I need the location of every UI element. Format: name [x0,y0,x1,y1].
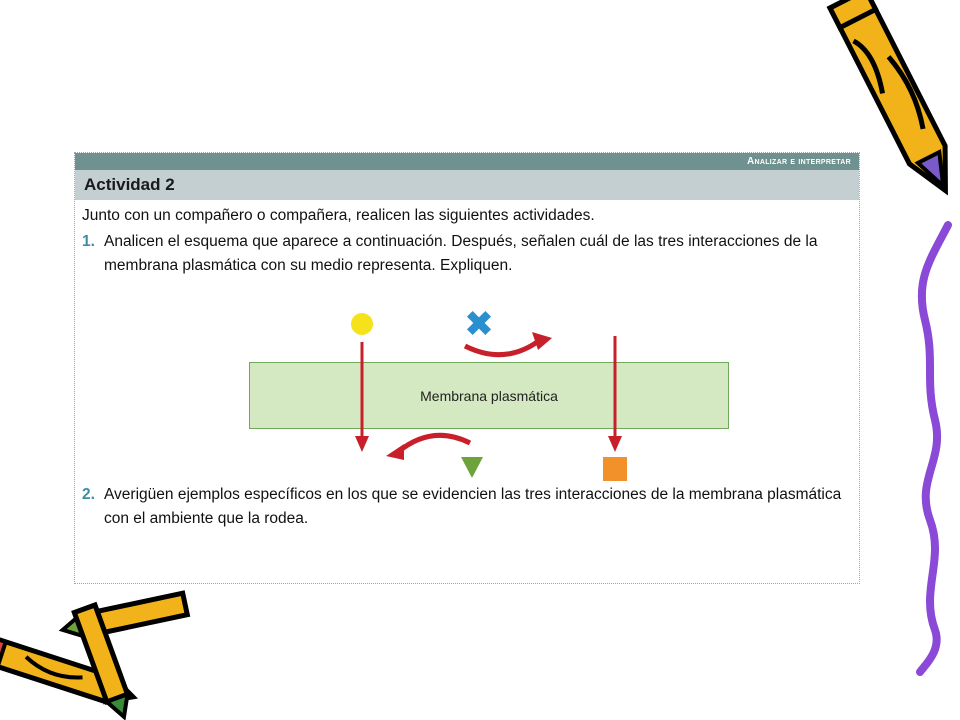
category-bar: Analizar e interpretar [75,153,859,170]
item-text: Analicen el esquema que aparece a continuación. Después, señalen cuál de las tres interacciones de la membrana plasmática con su medio representa. Expliquen. [104,233,818,274]
intro-text: Junto con un compañero o compañera, realicen las siguientes actividades. [82,207,595,224]
item-number: 1. [82,233,95,250]
pencils-icon [0,593,187,720]
squiggle-line-icon [920,225,948,672]
item-text: Averigüen ejemplos específicos en los que se evidencien las tres interacciones de la membrana plasmática con el ambiente que la rodea. [104,486,842,527]
item-number: 2. [82,486,95,503]
activity-title: Actividad 2 [75,170,859,200]
membrane-label: Membrana plasmática [420,387,558,404]
pencil-icon [830,0,960,200]
